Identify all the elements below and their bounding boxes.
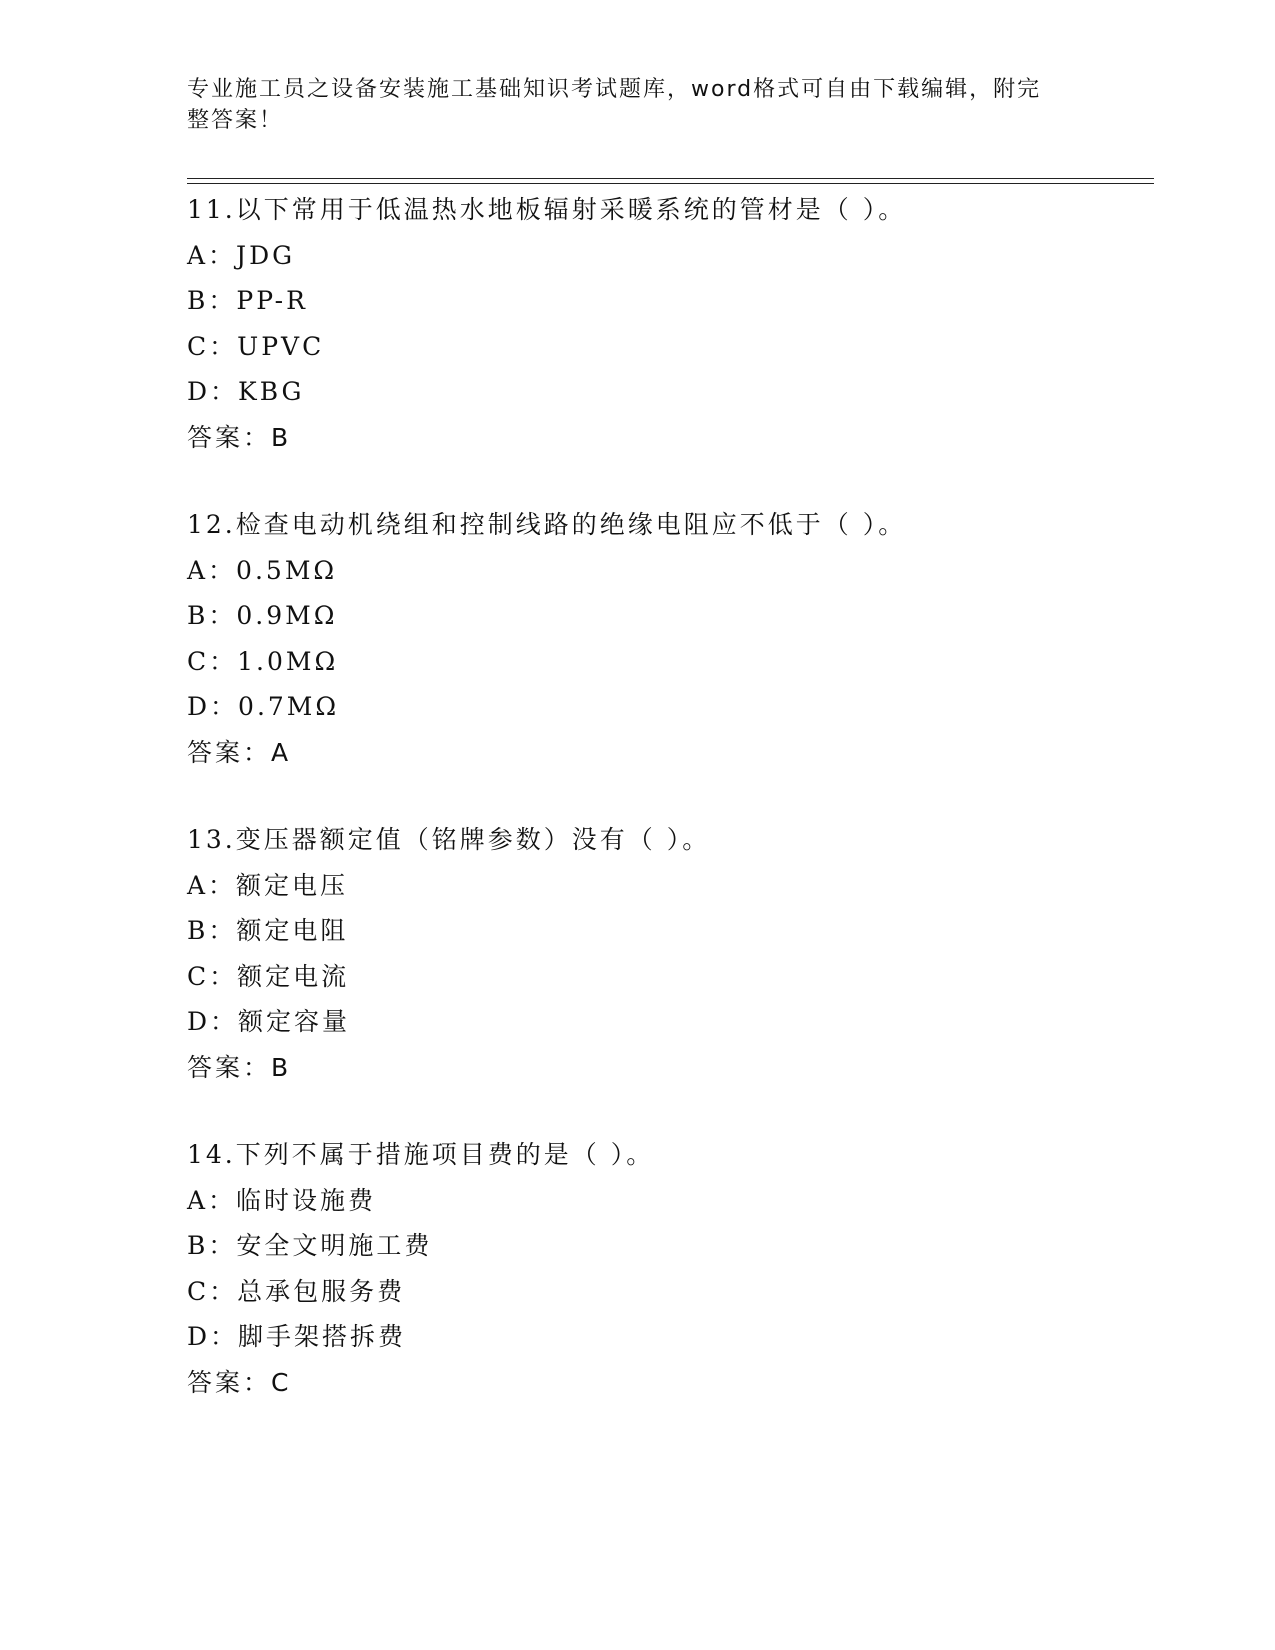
option-d: D：额定容量 [187,1007,351,1036]
header-divider-top [187,178,1154,179]
option-c: C：总承包服务费 [187,1276,406,1306]
header-line-2: 整答案！ [187,108,284,133]
answer-label: 答案：B [187,1052,292,1082]
question-title: 13.变压器额定值（铭牌参数）没有（ ）。 [187,825,711,854]
option-b: B：PP-R [187,286,308,315]
option-b: B：额定电阻 [187,916,349,945]
question-block [187,187,1147,460]
question-block [187,1132,1147,1405]
option-b: B：安全文明施工费 [187,1231,433,1260]
answer-label: 答案：B [187,422,292,452]
option-a: A：额定电压 [187,870,349,900]
question-block [187,502,1147,775]
answer-label: 答案：A [187,737,292,767]
option-a: A：临时设施费 [187,1185,377,1215]
question-block [187,817,1147,1090]
option-c: C：UPVC [187,331,325,361]
option-d: D：0.7MΩ [187,692,340,721]
option-b: B：0.9MΩ [187,601,338,630]
question-title: 12.检查电动机绕组和控制线路的绝缘电阻应不低于（ ）。 [187,510,907,539]
answer-label: 答案：C [187,1367,292,1397]
document-header [187,74,1067,136]
option-d: D：脚手架搭拆费 [187,1322,407,1351]
option-d: D：KBG [187,377,305,406]
option-a: A：0.5MΩ [187,555,338,585]
option-a: A：JDG [187,240,296,270]
option-c: C：额定电流 [187,961,350,991]
option-c: C：1.0MΩ [187,646,339,676]
question-title: 14.下列不属于措施项目费的是（ ）。 [187,1140,655,1169]
header-line-1: 专业施工员之设备安装施工基础知识考试题库，word格式可自由下载编辑，附完 [187,77,1042,102]
question-title: 11.以下常用于低温热水地板辐射采暖系统的管材是（ ）。 [187,195,907,224]
header-divider-bottom [187,183,1154,184]
